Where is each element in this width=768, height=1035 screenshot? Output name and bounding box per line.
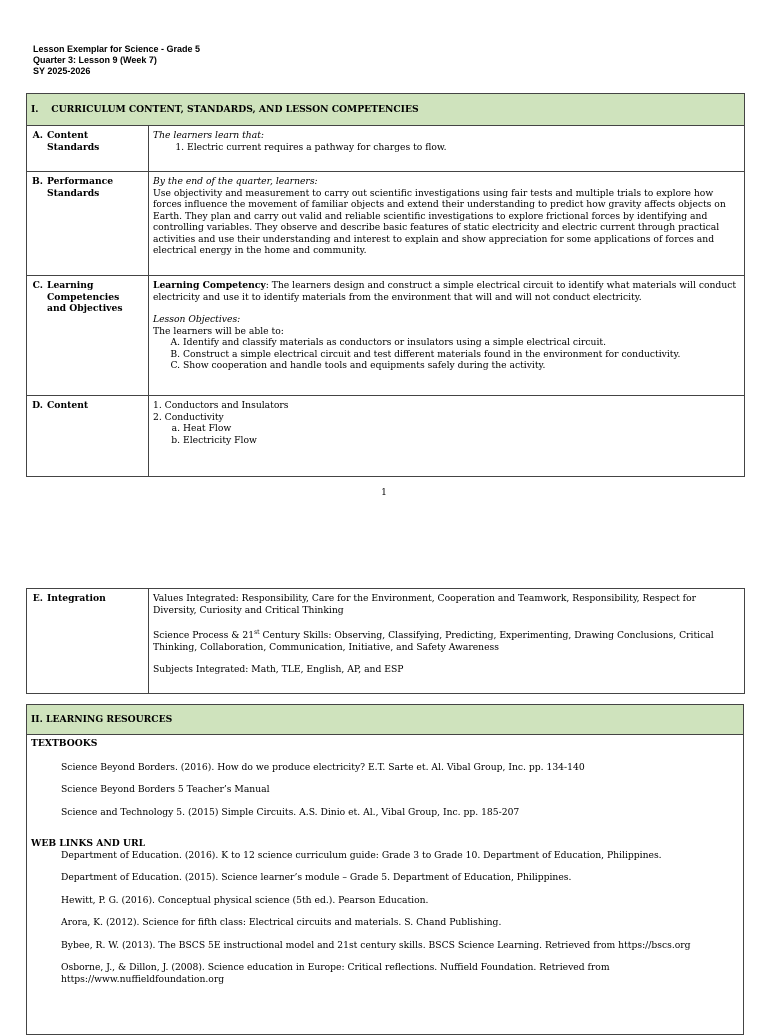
curriculum-table bbox=[26, 93, 745, 477]
learning-competencies-label: Learning Competencies and Objectives bbox=[47, 280, 123, 314]
lesson-objective-item: C. Show cooperation and handle tools and equipments safely during the activity. bbox=[183, 360, 740, 372]
learning-competency-label: Learning Competency bbox=[153, 280, 266, 291]
lesson-objective-item: B. Construct a simple electrical circuit and test different materials found in the environment for conductivity. bbox=[183, 349, 740, 361]
content-line-1: 1. Conductors and Insulators bbox=[153, 400, 289, 411]
content-standards-cell bbox=[149, 126, 745, 172]
content-standards-intro: The learners learn that: bbox=[153, 130, 264, 141]
content-cell bbox=[149, 396, 745, 477]
learning-resources-body bbox=[26, 734, 744, 1035]
content-label: Content bbox=[47, 400, 89, 411]
textbook-reference: Science Beyond Borders. (2016). How do we produce electricity? E.T. Sarte et. Al. Vibal Group, Inc. pp. 134-140 bbox=[61, 761, 585, 773]
web-reference: Arora, K. (2012). Science for fifth class: Electrical circuits and materials. S. Chand Publishing. bbox=[61, 917, 502, 928]
skills-superscript: st bbox=[254, 629, 260, 636]
integration-cell bbox=[149, 589, 745, 694]
textbooks-heading: TEXTBOOKS bbox=[31, 738, 98, 749]
section-1-title: I. CURRICULUM CONTENT, STANDARDS, AND LESSON COMPETENCIES bbox=[31, 103, 419, 115]
section-1-header bbox=[27, 94, 745, 126]
learning-competency-text: : The learners design and construct a simple electrical circuit to identify what materials will conduct electricity and use it to identify materials from the environment that will and will not conduct electricity. bbox=[153, 280, 737, 303]
header-quarter: Quarter 3: Lesson 9 (Week 7) bbox=[33, 55, 157, 65]
header-school-year: SY 2025-2026 bbox=[33, 66, 91, 76]
web-reference: Department of Education. (2016). K to 12 science curriculum guide: Grade 3 to Grade 10. Department of Education, Philippines. bbox=[61, 849, 662, 861]
section-2-title: II. LEARNING RESOURCES bbox=[31, 713, 173, 725]
performance-standards-label: Performance Standards bbox=[47, 176, 114, 199]
integration-label: Integration bbox=[47, 593, 106, 604]
integration-letter: E. bbox=[32, 593, 43, 604]
learning-resources-header-table bbox=[26, 704, 744, 735]
lesson-objective-item: A. Identify and classify materials as conductors or insulators using a simple electrical circuit. bbox=[183, 337, 740, 349]
content-standards-letter: A. bbox=[32, 130, 43, 141]
web-reference: Osborne, J., & Dillon, J. (2008). Science education in Europe: Critical reflections. Nuffield Foundation. Retrieved from https://www.nuffieldfoundation.org bbox=[61, 962, 610, 985]
learning-competencies-label-cell bbox=[27, 276, 149, 396]
integration-label-cell bbox=[27, 589, 149, 694]
values-integrated: Values Integrated: Responsibility, Care for the Environment, Cooperation and Teamwork, Responsibility, Respect for Diversity, Curiosity and Critical Thinking bbox=[153, 593, 696, 616]
content-label-cell bbox=[27, 396, 149, 477]
web-reference: Bybee, R. W. (2013). The BSCS 5E instructional model and 21st century skills. BSCS Science Learning. Retrieved from https://bscs.org bbox=[61, 939, 691, 951]
performance-standards-label-cell bbox=[27, 172, 149, 276]
page-number: 1 bbox=[381, 488, 387, 498]
web-reference: Hewitt, P. G. (2016). Conceptual physical science (5th ed.). Pearson Education. bbox=[61, 894, 429, 906]
content-standards-label-cell bbox=[27, 126, 149, 172]
integration-table bbox=[26, 588, 745, 694]
content-sub-item: a. Heat Flow bbox=[183, 423, 740, 435]
content-letter: D. bbox=[32, 400, 43, 411]
section-2-header bbox=[27, 705, 744, 735]
performance-standards-cell bbox=[149, 172, 745, 276]
textbook-reference: Science and Technology 5. (2015) Simple Circuits. A.S. Dinio et. Al., Vibal Group, Inc. pp. 185-207 bbox=[61, 806, 520, 818]
document-header bbox=[33, 44, 200, 77]
content-standards-label: Content Standards bbox=[47, 130, 100, 153]
learning-competencies-letter: C. bbox=[32, 280, 43, 291]
header-title: Lesson Exemplar for Science - Grade 5 bbox=[33, 44, 201, 54]
web-reference: Department of Education. (2015). Science learner’s module – Grade 5. Department of Education, Philippines. bbox=[61, 872, 572, 883]
skills-text-end: Century Skills: Observing, Classifying, Predicting, Experimenting, Drawing Conclusions, Critical Thinking, Collaboration, Communication, Initiative, and Safety Awareness bbox=[153, 630, 714, 653]
lesson-objectives-intro: The learners will be able to: bbox=[153, 325, 284, 337]
learning-competency bbox=[153, 280, 740, 303]
performance-standards-intro: By the end of the quarter, learners: bbox=[153, 176, 318, 187]
content-line-2: 2. Conductivity bbox=[153, 411, 224, 423]
web-links-heading: WEB LINKS AND URL bbox=[31, 838, 146, 849]
subjects-integrated: Subjects Integrated: Math, TLE, English, AP, and ESP bbox=[153, 664, 404, 676]
textbook-reference: Science Beyond Borders 5 Teacher’s Manual bbox=[61, 784, 270, 795]
content-sub-item: b. Electricity Flow bbox=[183, 435, 740, 447]
performance-standards-letter: B. bbox=[32, 176, 43, 187]
performance-standards-text: Use objectivity and measurement to carry out scientific investigations using fair tests and multiple trials to explore how forces influence the movement of familiar objects and extend their understanding to predict how gravity affects objects on Earth. They plan and carry out valid and reliable scientific investigations to explore frictional forces by identifying and controlling variables. They observe and describe basic features of static electricity and electric current through practical activities and use their understanding and interest to explain and show appreciation for some applications of forces and electrical energy in the home and community. bbox=[153, 187, 726, 256]
lesson-objectives-label: Lesson Objectives: bbox=[153, 314, 241, 325]
content-standard-item: 1. Electric current requires a pathway for charges to flow. bbox=[187, 142, 740, 154]
learning-competencies-cell bbox=[149, 276, 745, 396]
science-process-skills bbox=[153, 627, 740, 653]
skills-text-start: Science Process & 21 bbox=[153, 630, 255, 642]
